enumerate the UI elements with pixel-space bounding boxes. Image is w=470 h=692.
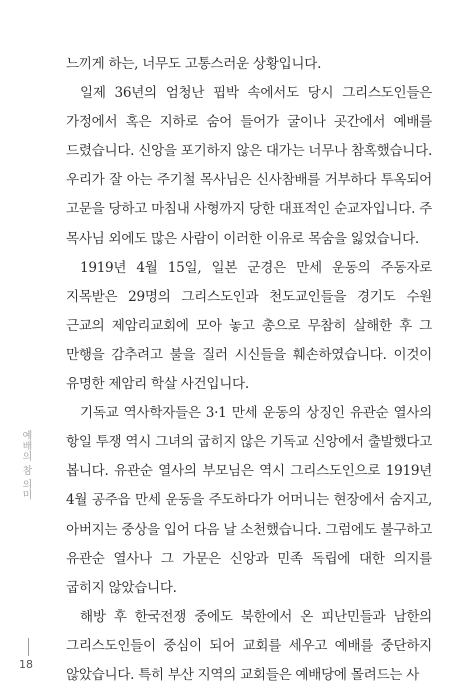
- paragraph: 일제 36년의 엄청난 핍박 속에서도 당시 그리스도인들은 가정에서 혹은 지하로 숨어 들어가 굴이나 곳간에서 예배를 드렸습니다. 신앙을 포기하지 않은 대가는 너무나 참혹했습니다. 우리가 잘 아는 주기철 목사님은 신사참배를 거부하다 투옥되어 고문을 당하고 마침내 사형까지 당한 대표적인 순교자입니다. 주 목사님 외에도 많은 사람이 이러한 이유로 목숨을 잃었습니다.: [66, 85, 432, 247]
- body-text: [66, 50, 432, 690]
- paragraph: 기독교 역사학자들은 3·1 만세 운동의 상징인 유관순 열사의 항일 투쟁 역시 그녀의 굽히지 않은 기독교 신앙에서 출발했다고 봅니다. 유관순 열사의 부모님은 역시 그리스도인으로 1919년 4월 공주읍 만세 운동을 주도하다가 어머니는 현장에서 숨지고, 아버지는 중상을 입어 다음 날 소천했습니다. 그럼에도 불구하고 유관순 열사나 그 가문은 신앙과 민족 독립에 대한 의지를 굽히지 않았습니다.: [66, 405, 432, 596]
- paragraph-continuation: 느끼게 하는, 너무도 고통스러운 상황입니다.: [66, 56, 322, 72]
- paragraph: 1919년 4월 15일, 일본 군경은 만세 운동의 주동자로 지목받은 29명의 그리스도인과 천도교인들을 경기도 수원 근교의 제암리교회에 모아 놓고 총으로 무참히 살해한 후 그 만행을 감추려고 불을 질러 시신들을 훼손하였습니다. 이것이 유명한 제암리 학살 사건입니다.: [66, 259, 432, 393]
- page-number-rule: [28, 638, 29, 656]
- running-title: 예배의 참 의미: [20, 430, 31, 501]
- page-number: 18: [19, 658, 33, 671]
- paragraph: 해방 후 한국전쟁 중에도 북한에서 온 피난민들과 남한의 그리스도인들이 중심이 되어 교회를 세우고 예배를 중단하지 않았습니다. 특히 부산 지역의 교회들은 예배당에 몰려드는 사: [66, 608, 432, 683]
